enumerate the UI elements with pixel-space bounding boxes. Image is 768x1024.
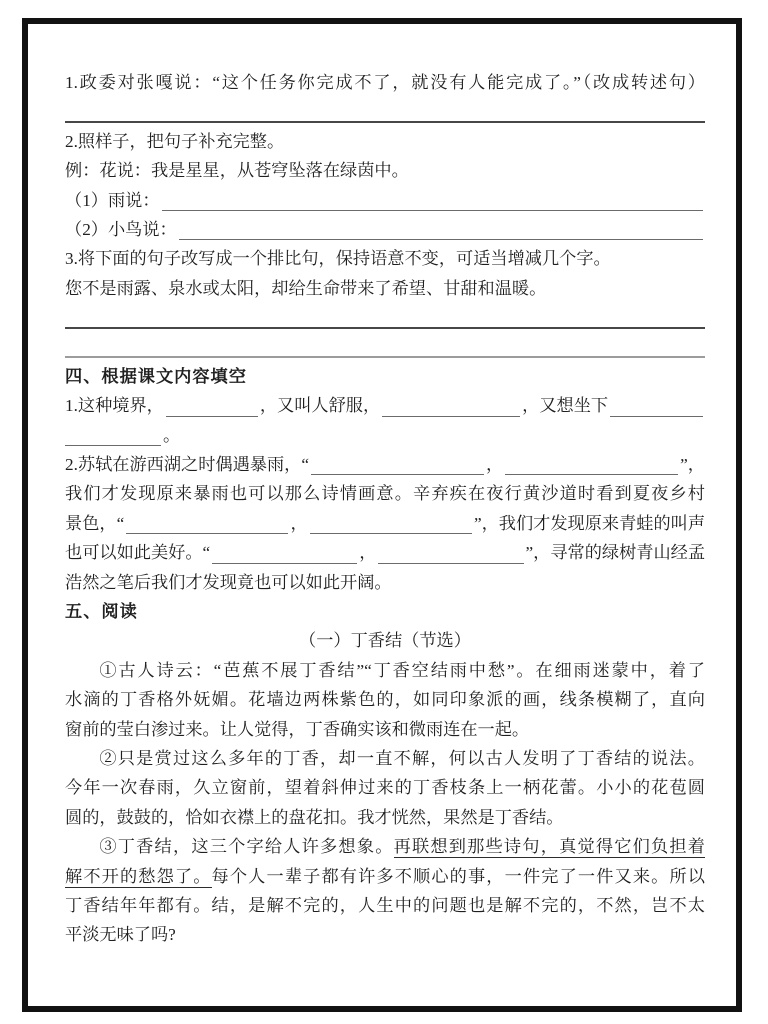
passage-paragraph-2-line-3: 圆的，鼓鼓的，恰如衣襟上的盘花扣。我才恍然，果然是丁香结。 — [65, 807, 564, 827]
passage-paragraph-1-line-1: ①古人诗云：“芭蕉不展丁香结”“丁香空结雨中愁”。在细雨迷蒙中，着了 — [99, 660, 705, 680]
section-4-question-2-line-2: 我们才发现原来暴雨也可以那么诗情画意。辛弃疾在夜行黄沙道时看到夏夜乡村 — [65, 484, 705, 504]
underlined-text-segment: 再联想到那些诗句，真觉得它们负担着 — [393, 837, 705, 857]
fill-blank[interactable] — [65, 425, 161, 446]
section-4-question-1-line-1 — [65, 391, 705, 420]
section-4-question-2-line-1 — [65, 450, 705, 479]
answer-rule — [65, 121, 705, 123]
question-2-item-2 — [65, 215, 705, 244]
fill-blank[interactable] — [310, 513, 472, 534]
passage-paragraph-1-line-2: 水滴的丁香格外妩媚。花墙边两株紫色的，如同印象派的画，线条模糊了，直向 — [65, 690, 705, 710]
section-4-question-1-line-2 — [65, 421, 705, 450]
passage-paragraph-3-line-4: 平淡无味了吗? — [65, 925, 176, 945]
question-2-example: 例：花说：我是星星，从苍穹坠落在绿茵中。 — [65, 161, 409, 181]
section-4-question-2-line-4 — [65, 538, 705, 567]
answer-rule — [65, 356, 705, 358]
text-segment: ”，寻常的绿树青山经孟 — [525, 543, 705, 563]
fill-blank[interactable] — [382, 396, 520, 417]
question-3-answer-line-1[interactable] — [65, 303, 705, 332]
page-frame — [22, 18, 742, 1012]
text-segment: ， — [485, 455, 504, 475]
fill-blank[interactable] — [212, 543, 357, 564]
fill-blank[interactable] — [505, 454, 678, 475]
fill-blank[interactable] — [126, 513, 288, 534]
fill-blank[interactable] — [166, 396, 258, 417]
passage-paragraph-3-line-2 — [65, 862, 705, 891]
section-5-heading: 五、阅读 — [65, 602, 138, 622]
question-3-answer-line-2[interactable] — [65, 333, 705, 362]
text-segment: ”，我们才发现原来青蛙的叫声 — [473, 513, 705, 533]
reading-passage-title: （一）丁香结（节选） — [299, 631, 471, 651]
section-4-question-2-line-5: 浩然之笔后我们才发现竟也可以如此开阔。 — [65, 572, 392, 592]
section-4-heading: 四、根据课文内容填空 — [65, 366, 247, 386]
text-segment: ”， — [680, 455, 705, 475]
text-segment: 2.苏轼在游西湖之时偶遇暴雨，“ — [65, 455, 309, 475]
text-segment: 1.这种境界， — [65, 396, 164, 416]
fill-blank[interactable] — [610, 396, 703, 417]
item-2-answer-blank[interactable] — [179, 219, 703, 240]
passage-paragraph-2-line-2: 今年一次春雨，久立窗前，望着斜伸过来的丁香枝条上一柄花蕾。小小的花苞圆 — [65, 778, 705, 798]
passage-paragraph-3-line-3: 丁香结年年都有。结，是解不完的，人生中的问题也是解不完的，不然，岂不太 — [65, 895, 705, 915]
underlined-text-segment: 解不开的愁怨了。 — [65, 866, 212, 886]
item-1-answer-blank[interactable] — [162, 190, 703, 211]
question-3: 3.将下面的句子改写成一个排比句，保持语意不变，可适当增减几个字。 — [65, 249, 611, 269]
text-segment: ， — [359, 543, 377, 563]
text-segment: 。 — [163, 425, 181, 445]
text-segment: ③丁香结，这三个字给人许多想象。 — [99, 837, 394, 857]
text-segment: 景色，“ — [65, 513, 125, 533]
fill-blank[interactable] — [378, 543, 523, 564]
question-2: 2.照样子，把句子补充完整。 — [65, 131, 285, 151]
text-segment: ， — [290, 513, 308, 533]
item-1-label: （1）雨说： — [65, 190, 160, 210]
item-2-label: （2）小鸟说： — [65, 219, 177, 239]
text-segment: 每个人一辈子都有许多不顺心的事，一件完了一件又来。所以 — [211, 866, 705, 886]
question-2-item-1 — [65, 186, 705, 215]
fill-blank[interactable] — [311, 454, 484, 475]
section-4-question-2-line-3 — [65, 509, 705, 538]
passage-paragraph-3-line-1 — [65, 832, 705, 861]
question-1-answer-line[interactable] — [65, 97, 705, 126]
passage-paragraph-2-line-1: ②只是赏过这么多年的丁香，却一直不解，何以古人发明了丁香结的说法。 — [99, 748, 705, 768]
text-segment: ，又叫人舒服， — [259, 396, 381, 416]
passage-paragraph-1-line-3: 窗前的莹白渗过来。让人觉得，丁香确实该和微雨连在一起。 — [65, 719, 530, 739]
text-segment: 也可以如此美好。“ — [65, 543, 211, 563]
text-segment: ，又想坐下 — [522, 396, 609, 416]
worksheet-content — [65, 68, 705, 950]
question-1: 1.政委对张嘎说：“这个任务你完成不了，就没有人能完成了。”（改成转述句） — [65, 73, 705, 92]
answer-rule — [65, 327, 705, 329]
question-3-sentence: 您不是雨露、泉水或太阳，却给生命带来了希望、甘甜和温暖。 — [65, 278, 547, 298]
